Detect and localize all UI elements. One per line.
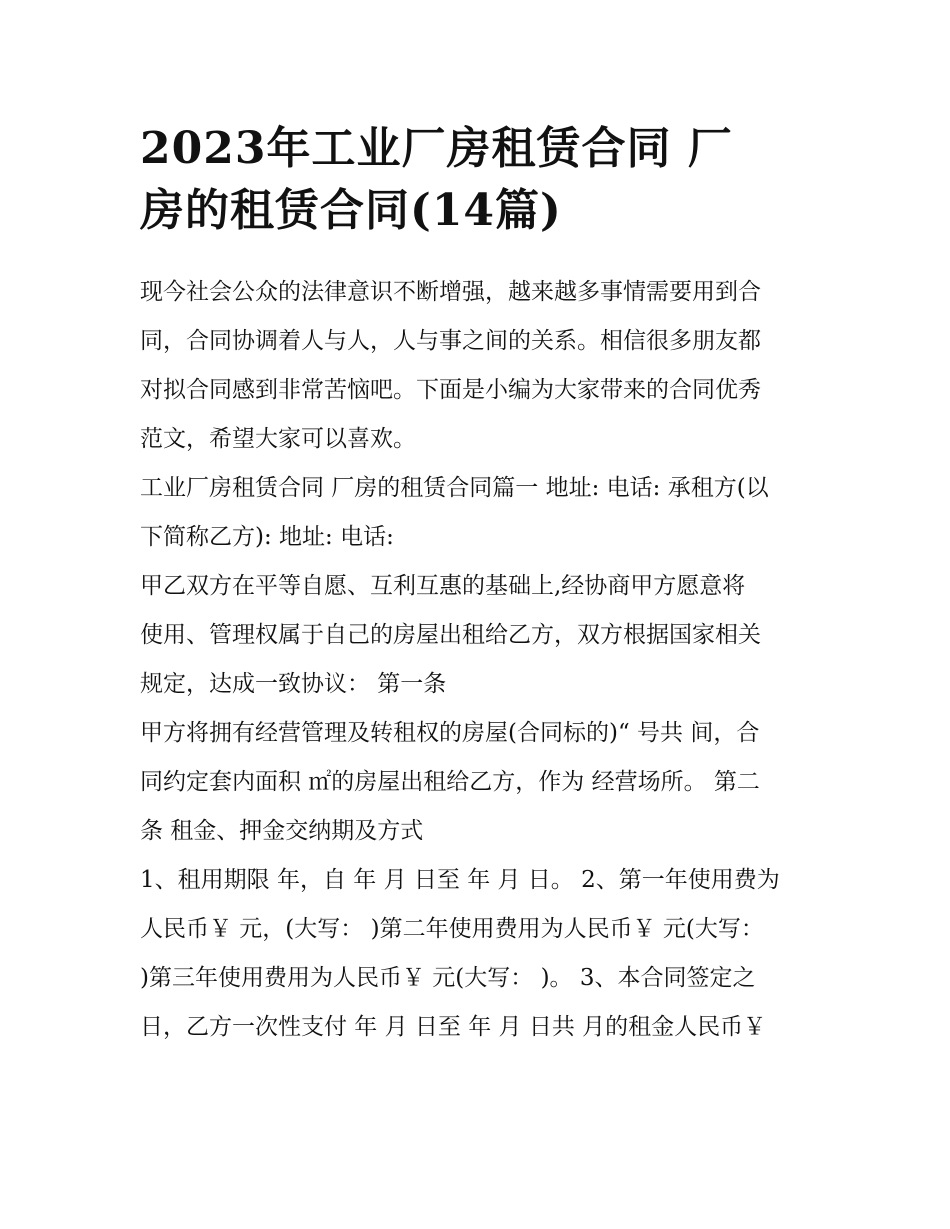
text-line: 同约定套内面积 ㎡的房屋出租给乙方，作为 经营场所。 第二 — [140, 769, 760, 795]
document-page — [140, 118, 812, 1052]
text-line: 工业厂房租赁合同 厂房的租赁合同篇一 地址: 电话: 承租方(以 — [140, 475, 769, 501]
contract-header-paragraph — [140, 464, 812, 562]
text-line: 使用、管理权属于自己的房屋出租给乙方，双方根据国家相关 — [140, 622, 761, 648]
article-one-paragraph — [140, 709, 812, 856]
text-line: )第三年使用费用为人民币￥ 元(大写： )。 3、本合同签定之 — [140, 965, 756, 991]
intro-paragraph — [140, 268, 812, 464]
text-line: 甲方将拥有经营管理及转租权的房屋(合同标的)“ 号共 间，合 — [140, 720, 760, 746]
text-line: 人民币￥ 元，(大写： )第二年使用费用为人民币￥ 元(大写： — [140, 916, 764, 942]
text-line: 规定，达成一致协议： 第一条 — [140, 671, 447, 697]
text-line: 日，乙方一次性支付 年 月 日至 年 月 日共 月的租金人民币￥ — [140, 1014, 767, 1040]
text-line: 条 租金、押金交纳期及方式 — [140, 818, 424, 844]
text-line: 1、租用期限 年，自 年 月 日至 年 月 日。 2、第一年使用费为 — [140, 867, 780, 893]
title-line: 2023年工业厂房租赁合同 厂 — [140, 123, 733, 174]
agreement-paragraph — [140, 562, 812, 709]
document-title — [140, 118, 812, 242]
text-line: 下简称乙方): 地址: 电话: — [140, 524, 394, 550]
text-line: 对拟合同感到非常苦恼吧。下面是小编为大家带来的合同优秀 — [140, 377, 761, 403]
text-line: 现今社会公众的法律意识不断增强，越来越多事情需要用到合 — [140, 279, 761, 305]
text-line: 范文，希望大家可以喜欢。 — [140, 426, 416, 452]
title-line: 房的租赁合同(14篇) — [140, 185, 562, 236]
rent-terms-paragraph — [140, 856, 812, 1052]
text-line: 甲乙双方在平等自愿、互利互惠的基础上,经协商甲方愿意将 — [140, 573, 746, 599]
text-line: 同，合同协调着人与人，人与事之间的关系。相信很多朋友都 — [140, 328, 761, 354]
